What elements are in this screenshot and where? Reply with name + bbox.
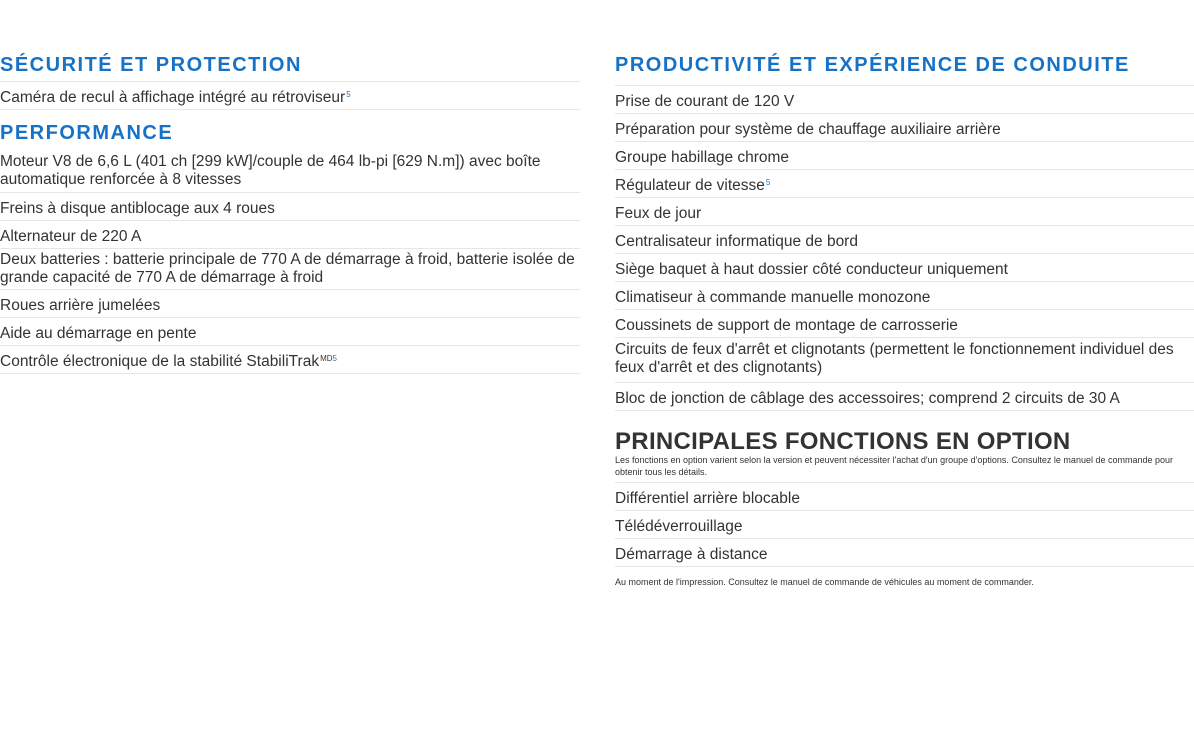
list-item bbox=[615, 142, 1194, 170]
list-item bbox=[0, 249, 580, 290]
list-item bbox=[615, 282, 1194, 310]
item-text: Freins à disque antiblocage aux 4 roues bbox=[0, 200, 275, 217]
footnote-ref: 5 bbox=[346, 90, 351, 99]
item-text: Moteur V8 de 6,6 L (401 ch [299 kW]/couple de 464 lb-pi [629 N.m]) avec boîte automatique renforcée à 8 vitesses bbox=[0, 153, 541, 188]
list-item bbox=[0, 346, 580, 374]
item-text: Centralisateur informatique de bord bbox=[615, 233, 858, 250]
footnote-ref: 5 bbox=[765, 178, 771, 187]
item-text: Bloc de jonction de câblage des accessoires; comprend 2 circuits de 30 A bbox=[615, 390, 1120, 407]
item-text: Groupe habillage chrome bbox=[615, 149, 790, 166]
item-text: Différentiel arrière blocable bbox=[615, 490, 800, 507]
item-text: Aide au démarrage en pente bbox=[0, 325, 197, 342]
list-item bbox=[0, 290, 580, 318]
list-item bbox=[0, 152, 580, 193]
list-item bbox=[0, 82, 580, 110]
item-text: Télédéverrouillage bbox=[615, 518, 743, 535]
item-text: Deux batteries : batterie principale de 770 A de démarrage à froid, batterie isolée de grande capacité de 770 A de démarrage à froid bbox=[0, 251, 575, 286]
performance-list bbox=[0, 152, 580, 374]
list-item bbox=[0, 318, 580, 346]
list-item bbox=[615, 198, 1194, 226]
list-item bbox=[615, 310, 1194, 338]
item-text: Siège baquet à haut dossier côté conducteur uniquement bbox=[615, 261, 1008, 278]
list-item bbox=[0, 221, 580, 249]
item-text: Feux de jour bbox=[615, 205, 702, 222]
list-item bbox=[615, 483, 1194, 511]
list-item bbox=[0, 193, 580, 221]
item-text: Régulateur de vitesse bbox=[615, 177, 765, 194]
list-item bbox=[615, 539, 1194, 567]
item-text: Caméra de recul à affichage intégré au rétroviseur bbox=[0, 89, 346, 106]
item-text: Roues arrière jumelées bbox=[0, 297, 161, 314]
list-item bbox=[615, 86, 1194, 114]
item-text: Climatiseur à commande manuelle monozone bbox=[615, 289, 931, 306]
item-text: Circuits de feux d'arrêt et clignotants (permettent le fonctionnement individuel des feux d'arrêt et des clignotants) bbox=[615, 341, 1174, 376]
options-list bbox=[615, 482, 1194, 567]
item-text: Coussinets de support de montage de carrosserie bbox=[615, 317, 958, 334]
list-item bbox=[615, 114, 1194, 142]
list-item bbox=[615, 254, 1194, 282]
item-text: Prise de courant de 120 V bbox=[615, 93, 795, 110]
md-mark: MD bbox=[320, 354, 333, 363]
item-text: Alternateur de 220 A bbox=[0, 228, 142, 245]
list-item bbox=[615, 338, 1194, 383]
productivite-list bbox=[615, 85, 1194, 411]
options-note: Les fonctions en option varient selon la version et peuvent nécessiter l'achat d'un groupe d'options. Consultez le manuel de commande pour obtenir tous les détails. bbox=[615, 455, 1173, 477]
item-text: Démarrage à distance bbox=[615, 546, 768, 563]
trademark-ref bbox=[320, 354, 337, 363]
section-heading-options: PRINCIPALES FONCTIONS EN OPTION bbox=[615, 428, 1071, 455]
footnote: Au moment de l'impression. Consultez le manuel de commande de véhicules au moment de commander. bbox=[615, 577, 1034, 587]
securite-list bbox=[0, 81, 580, 110]
section-heading-securite: SÉCURITÉ ET PROTECTION bbox=[0, 54, 302, 76]
item-text: Préparation pour système de chauffage auxiliaire arrière bbox=[615, 121, 1001, 138]
footnote-ref: 5 bbox=[332, 354, 337, 363]
list-item bbox=[615, 170, 1194, 198]
list-item bbox=[615, 511, 1194, 539]
list-item bbox=[615, 226, 1194, 254]
section-heading-performance: PERFORMANCE bbox=[0, 122, 174, 144]
item-text: Contrôle électronique de la stabilité StabiliTrak bbox=[0, 353, 320, 370]
list-item bbox=[615, 383, 1194, 411]
section-heading-productivite: PRODUCTIVITÉ ET EXPÉRIENCE DE CONDUITE bbox=[615, 54, 1130, 76]
